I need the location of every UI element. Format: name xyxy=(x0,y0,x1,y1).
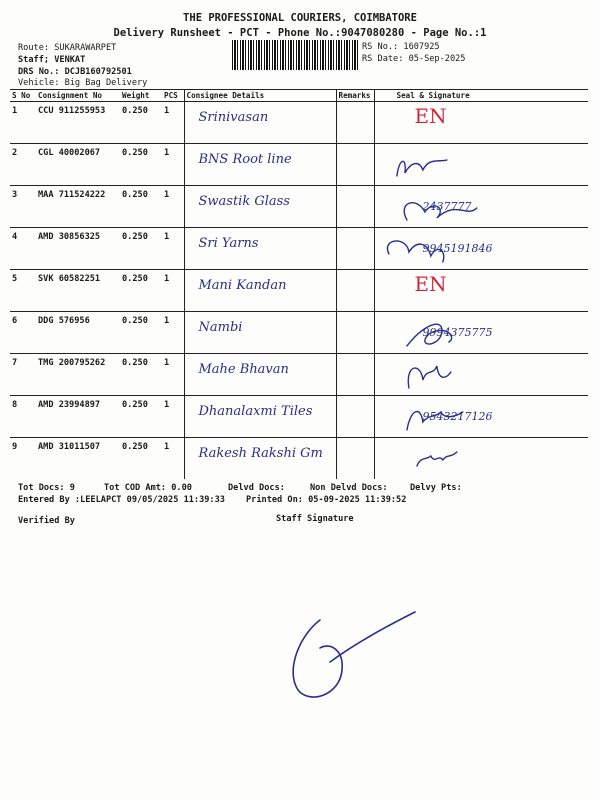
col-sno: S No xyxy=(10,90,36,102)
signature-scribble xyxy=(377,442,587,476)
signature-scribble xyxy=(377,358,587,392)
weight-cell: 0.250 xyxy=(120,312,162,354)
seal-text: 9543217126 xyxy=(422,410,493,423)
consignee-name: BNS Root line xyxy=(198,152,292,167)
signature-scribble xyxy=(377,190,587,224)
col-consignment: Consignment No xyxy=(36,90,120,102)
consignee-name: Sri Yarns xyxy=(198,236,259,251)
pcs-cell: 1 xyxy=(162,228,184,270)
table-row xyxy=(10,270,588,312)
rs-number: RS No.: 1607925 xyxy=(362,42,440,52)
seal-cell xyxy=(374,144,588,186)
pcs-cell: 1 xyxy=(162,396,184,438)
pcs-cell: 1 xyxy=(164,442,170,452)
consignee-cell xyxy=(184,228,336,270)
col-consignee: Consignee Details xyxy=(184,90,336,102)
delvy-pts: Delvy Pts: xyxy=(410,483,462,493)
col-remarks: Remarks xyxy=(336,90,374,102)
seal-cell xyxy=(374,102,588,144)
pcs-cell: 1 xyxy=(162,102,184,144)
seal-text: 2437777 xyxy=(422,200,472,213)
staff-signature-scribble xyxy=(280,600,420,710)
consignment-cell: CCU 911255953 xyxy=(36,102,120,144)
consignee-cell xyxy=(184,354,336,396)
weight-cell: 0.250 xyxy=(122,442,148,452)
signature-scribble xyxy=(377,274,587,308)
remarks-cell xyxy=(336,396,374,438)
consignment-cell: MAA 711524222 xyxy=(36,186,120,228)
col-seal: Seal & Signature xyxy=(374,90,588,102)
table-header xyxy=(10,90,588,102)
consignee-cell xyxy=(184,186,336,228)
consignment-cell: TMG 200795262 xyxy=(36,354,120,396)
weight-cell: 0.250 xyxy=(120,270,162,312)
remarks-cell xyxy=(336,228,374,270)
sno-cell: 4 xyxy=(10,228,36,270)
consignee-name: Mahe Bhavan xyxy=(198,362,289,377)
consignee-cell xyxy=(184,102,336,144)
remarks-cell xyxy=(336,438,374,480)
sno-cell: 8 xyxy=(10,396,36,438)
weight-cell: 0.250 xyxy=(120,396,162,438)
seal-cell xyxy=(374,396,588,438)
table-row xyxy=(10,186,588,228)
runsheet-title: Delivery Runsheet - PCT - Phone No.:9047080280 - Page No.:1 xyxy=(113,27,487,39)
remarks-cell xyxy=(336,102,374,144)
route-label: Route: SUKARAWARPET xyxy=(18,43,117,53)
consignee-name: Nambi xyxy=(198,320,243,335)
pcs-cell: 1 xyxy=(162,144,184,186)
consignment-cell: AMD 31011507 xyxy=(38,442,101,452)
seal-cell xyxy=(374,312,588,354)
weight-cell: 0.250 xyxy=(120,228,162,270)
remarks-cell xyxy=(336,354,374,396)
consignment-cell: CGL 40002067 xyxy=(36,144,120,186)
col-pcs: PCS xyxy=(162,90,184,102)
seal-text: 9945191846 xyxy=(422,242,493,255)
tot-docs: Tot Docs: 9 xyxy=(18,483,75,493)
table-row xyxy=(10,312,588,354)
col-weight: Weight xyxy=(120,90,162,102)
sno-cell: 5 xyxy=(10,270,36,312)
sno-cell: 9 xyxy=(12,442,18,452)
seal-cell xyxy=(374,228,588,270)
seal-cell xyxy=(374,270,588,312)
pcs-cell: 1 xyxy=(162,312,184,354)
staff-label: Staff; VENKAT xyxy=(18,55,86,65)
seal-cell xyxy=(374,438,588,480)
remarks-cell xyxy=(336,312,374,354)
pcs-cell: 1 xyxy=(162,270,184,312)
drs-number: DRS No.: DCJB160792501 xyxy=(18,67,132,77)
table-row xyxy=(10,354,588,396)
consignment-cell: AMD 30856325 xyxy=(36,228,120,270)
consignee-name: Dhanalaxmi Tiles xyxy=(198,404,313,419)
signature-scribble xyxy=(377,148,587,182)
delvd-docs: Delvd Docs: xyxy=(228,483,285,493)
consignment-cell: DDG 576956 xyxy=(36,312,120,354)
entered-by: Entered By :LEELAPCT 09/05/2025 11:39:33 xyxy=(18,495,225,505)
table-row xyxy=(10,438,588,480)
seal-text: EN xyxy=(414,104,447,128)
pcs-cell: 1 xyxy=(162,354,184,396)
vehicle-label: Vehicle: Big Bag Delivery xyxy=(18,78,148,88)
consignment-cell: SVK 60582251 xyxy=(36,270,120,312)
weight-cell: 0.250 xyxy=(120,144,162,186)
table-row xyxy=(10,396,588,438)
consignment-cell: AMD 23994897 xyxy=(36,396,120,438)
consignee-cell xyxy=(184,144,336,186)
consignee-cell xyxy=(184,396,336,438)
tot-cod: Tot COD Amt: 0.00 xyxy=(104,483,192,493)
consignee-name: Mani Kandan xyxy=(198,278,287,293)
remarks-cell xyxy=(336,270,374,312)
sno-cell: 2 xyxy=(10,144,36,186)
remarks-cell xyxy=(336,144,374,186)
table-row xyxy=(10,102,588,144)
consignee-name: Rakesh Rakshi Gm xyxy=(198,446,323,461)
weight-cell: 0.250 xyxy=(120,102,162,144)
rs-date: RS Date: 05-Sep-2025 xyxy=(362,54,466,64)
sno-cell: 6 xyxy=(10,312,36,354)
consignee-cell xyxy=(184,270,336,312)
staff-signature-label: Staff Signature xyxy=(276,514,354,524)
weight-cell: 0.250 xyxy=(120,354,162,396)
seal-text: EN xyxy=(414,272,447,296)
seal-cell xyxy=(374,186,588,228)
sno-cell: 1 xyxy=(10,102,36,144)
consignee-cell xyxy=(184,312,336,354)
consignee-name: Swastik Glass xyxy=(198,194,290,209)
table-row xyxy=(10,144,588,186)
consignee-name: Srinivasan xyxy=(198,110,269,125)
remarks-cell xyxy=(336,186,374,228)
table-row xyxy=(10,228,588,270)
seal-cell xyxy=(374,354,588,396)
sno-cell: 7 xyxy=(10,354,36,396)
weight-cell: 0.250 xyxy=(120,186,162,228)
sno-cell: 3 xyxy=(10,186,36,228)
barcode xyxy=(232,40,358,70)
consignee-cell xyxy=(184,438,336,480)
printed-on: Printed On: 05-09-2025 11:39:52 xyxy=(246,495,407,505)
runsheet-table xyxy=(10,89,588,479)
pcs-cell: 1 xyxy=(162,186,184,228)
verified-by: Verified By xyxy=(18,516,75,526)
signature-scribble xyxy=(377,106,587,140)
company-name: THE PROFESSIONAL COURIERS, COIMBATORE xyxy=(183,12,417,24)
seal-text: 9994375775 xyxy=(422,326,493,339)
non-delvd-docs: Non Delvd Docs: xyxy=(310,483,388,493)
